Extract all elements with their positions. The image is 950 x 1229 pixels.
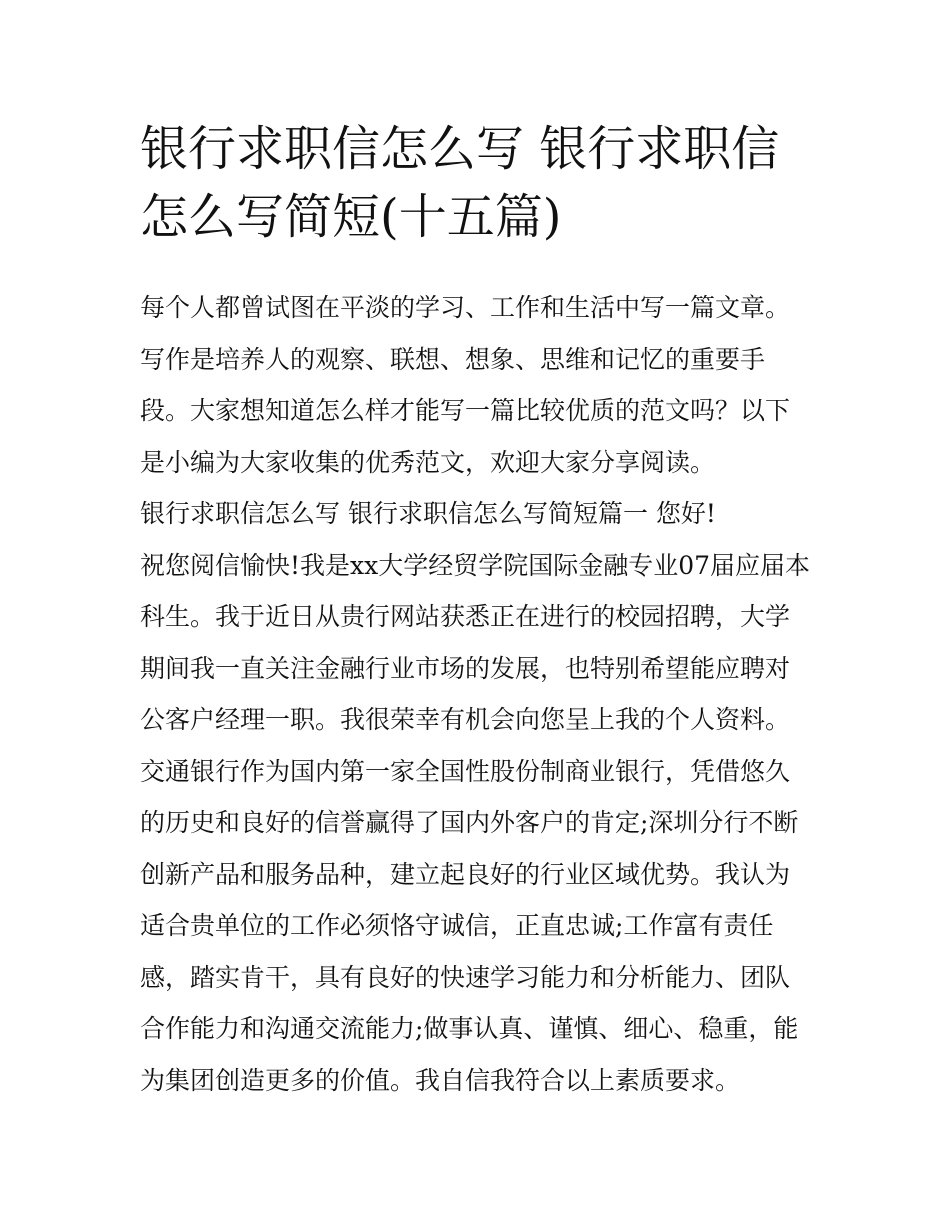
paragraph-bank-qualities: 交通银行作为国内第一家全国性股份制商业银行，凭借悠久的历史和良好的信誉赢得了国内外客户的肯定;深圳分行不断创新产品和服务品种，建立起良好的行业区域优势。我认为适合贵单位的工作必须恪守诚信，正直忠诚;工作富有责任感，踏实肯干，具有良好的快速学习能力和分析能力、团队合作能力和沟通交流能力;做事认真、谨慎、细心、稳重，能为集团创造更多的价值。我自信我符合以上素质要求。: [140, 756, 799, 1095]
paragraph-greeting: 银行求职信怎么写 银行求职信怎么写简短篇一 您好!: [140, 499, 716, 528]
document-body: [140, 282, 812, 1106]
document-title: 银行求职信怎么写 银行求职信怎么写简短(十五篇): [140, 121, 780, 245]
paragraph-intro: 每个人都曾试图在平淡的学习、工作和生活中写一篇文章。写作是培养人的观察、联想、想象、思维和记忆的重要手段。大家想知道怎么样才能写一篇比较优质的范文吗？以下是小编为大家收集的优秀范文，欢迎大家分享阅读。: [140, 293, 791, 477]
paragraph-self-introduction: 祝您阅信愉快!我是xx大学经贸学院国际金融专业07届应届本科生。我于近日从贵行网站获悉正在进行的校园招聘，大学期间我一直关注金融行业市场的发展，也特别希望能应聘对公客户经理一职。我很荣幸有机会向您呈上我的个人资料。: [140, 550, 811, 734]
